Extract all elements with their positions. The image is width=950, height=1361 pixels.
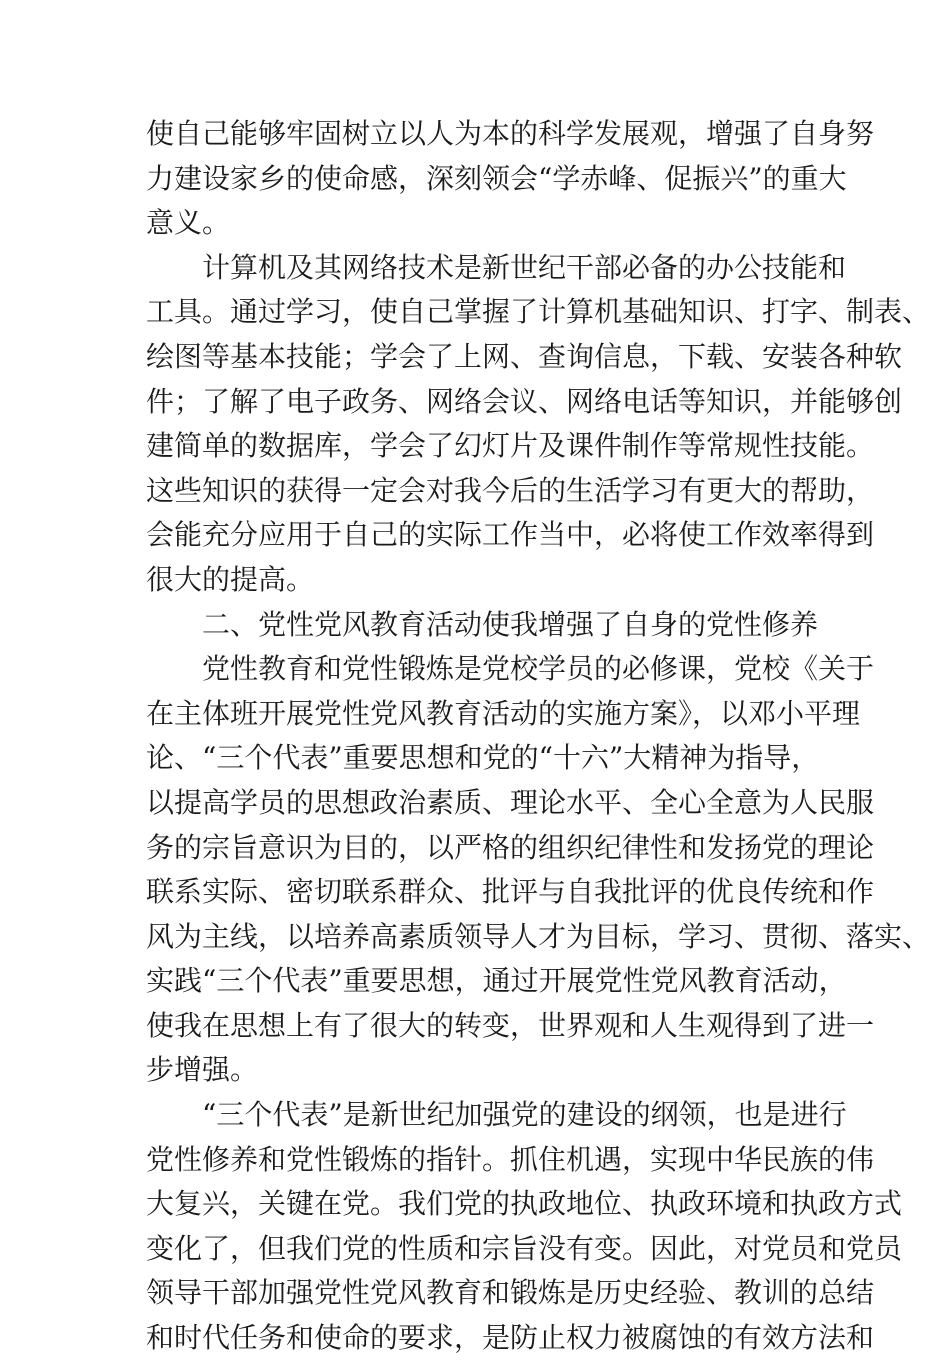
text-line: 步增强。 [146,1053,259,1087]
text-line: 会能充分应用于自己的实际工作当中，必将使工作效率得到 [146,518,875,552]
text-line: 使我在思想上有了很大的转变，世界观和人生观得到了进一 [146,1008,875,1042]
text-line: “三个代表”是新世纪加强党的建设的纲领，也是进行 [202,1098,847,1132]
document-body [146,112,931,1361]
text-line: 件；了解了电子政务、网络会议、网络电话等知识，并能够创 [146,384,903,418]
text-line: 联系实际、密切联系群众、批评与自我批评的优良传统和作 [146,875,875,909]
text-line: 在主体班开展党性党风教育活动的实施方案》，以邓小平理 [146,696,861,730]
text-line: 意义。 [146,206,231,240]
text-line: 工具。通过学习，使自己掌握了计算机基础知识、打字、制表、 [146,295,931,329]
text-line: 很大的提高。 [146,562,315,596]
text-line: 这些知识的获得一定会对我今后的生活学习有更大的帮助， [146,473,875,507]
text-line: 大复兴，关键在党。我们党的执政地位、执政环境和执政方式 [146,1187,903,1221]
text-line: 绘图等基本技能；学会了上网、查询信息，下载、安装各种软 [146,339,903,373]
text-line: 变化了，但我们党的性质和宗旨没有变。因此，对党员和党员 [146,1231,903,1265]
text-line: 风为主线，以培养高素质领导人才为目标，学习、贯彻、落实、 [146,919,931,953]
text-line: 二、党性党风教育活动使我增强了自身的党性修养 [202,607,819,641]
text-line: 论、“三个代表”重要思想和党的“十六”大精神为指导， [146,741,820,775]
text-line: 实践“三个代表”重要思想，通过开展党性党风教育活动， [146,964,847,998]
text-line: 党性修养和党性锻炼的指针。抓住机遇，实现中华民族的伟 [146,1142,875,1176]
text-line: 领导干部加强党性党风教育和锻炼是历史经验、教训的总结 [146,1276,875,1310]
text-line: 建简单的数据库，学会了幻灯片及课件制作等常规性技能。 [146,429,875,463]
text-line: 务的宗旨意识为目的，以严格的组织纪律性和发扬党的理论 [146,830,875,864]
text-line: 和时代任务和使命的要求，是防止权力被腐蚀的有效方法和 [146,1321,875,1355]
text-line: 计算机及其网络技术是新世纪干部必备的办公技能和 [202,250,847,284]
text-line: 使自己能够牢固树立以人为本的科学发展观，增强了自身努 [146,117,875,150]
text-line: 力建设家乡的使命感，深刻领会“学赤峰、促振兴”的重大 [146,161,847,195]
text-line: 党性教育和党性锻炼是党校学员的必修课，党校《关于 [202,652,875,686]
text-line: 以提高学员的思想政治素质、理论水平、全心全意为人民服 [146,785,875,819]
